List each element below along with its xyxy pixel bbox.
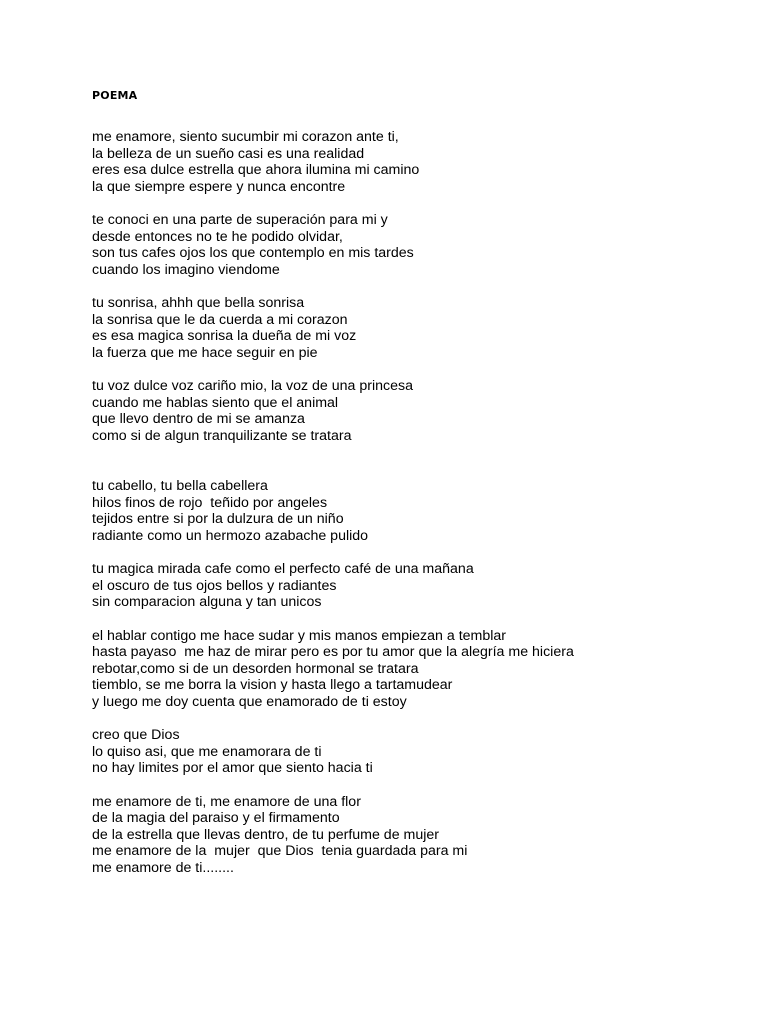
poem-line: que llevo dentro de mi se amanza xyxy=(92,411,305,427)
poem-line: es esa magica sonrisa la dueña de mi voz xyxy=(92,328,357,344)
poem-line: rebotar,como si de un desorden hormonal se tratara xyxy=(92,660,419,677)
poem-line: te conoci en una parte de superación para mi y xyxy=(92,212,388,228)
poem-title: POEMA xyxy=(92,89,138,102)
stanza-3 xyxy=(92,295,732,361)
poem-line: el oscuro de tus ojos bellos y radiantes xyxy=(92,577,337,594)
poem-line: eres esa dulce estrella que ahora ilumina mi camino xyxy=(92,162,420,178)
poem-line: como si de algun tranquilizante se tratara xyxy=(92,427,352,444)
poem-line: tiemblo, se me borra la vision y hasta llego a tartamudear xyxy=(92,677,453,693)
poem-line: de la magia del paraiso y el firmamento xyxy=(92,810,340,826)
poem-line: cuando los imagino viendome xyxy=(92,261,280,278)
stanza-4 xyxy=(92,378,732,444)
poem-line: hasta payaso me haz de mirar pero es por tu amor que la alegría me hiciera xyxy=(92,644,574,660)
poem-line: la fuerza que me hace seguir en pie xyxy=(92,344,318,361)
poem-line: la que siempre espere y nunca encontre xyxy=(92,178,346,195)
poem-line: cuando me hablas siento que el animal xyxy=(92,394,339,411)
poem-line: tejidos entre si por la dulzura de un niño xyxy=(92,511,344,527)
poem-line: radiante como un hermozo azabache pulido xyxy=(92,527,369,544)
poem-line: el hablar contigo me hace sudar y mis manos empiezan a temblar xyxy=(92,627,507,644)
poem-line: creo que Dios xyxy=(92,727,180,743)
poem-line: me enamore, siento sucumbir mi corazon ante ti, xyxy=(92,129,399,145)
poem-line: no hay limites por el amor que siento hacia ti xyxy=(92,760,373,776)
stanza-8 xyxy=(92,727,732,777)
stanza-2 xyxy=(92,212,732,278)
poem-line: me enamore de ti, me enamore de una flor xyxy=(92,793,361,810)
poem-line: me enamore de la mujer que Dios tenia guardada para mi xyxy=(92,843,468,859)
poem-line: hilos finos de rojo teñido por angeles xyxy=(92,494,328,511)
stanza-9 xyxy=(92,794,732,877)
stanza-1 xyxy=(92,129,732,195)
poem-line: de la estrella que llevas dentro, de tu perfume de mujer xyxy=(92,826,440,843)
poem-line: sin comparacion alguna y tan unicos xyxy=(92,594,322,610)
poem-line: tu magica mirada cafe como el perfecto café de una mañana xyxy=(92,561,474,577)
poem-line: y luego me doy cuenta que enamorado de ti estoy xyxy=(92,693,407,710)
poem-line: la sonrisa que le da cuerda a mi corazon xyxy=(92,311,348,328)
stanza-6 xyxy=(92,561,732,611)
stanza-7 xyxy=(92,628,732,711)
poem-line: tu cabello, tu bella cabellera xyxy=(92,478,268,494)
poem-line: tu sonrisa, ahhh que bella sonrisa xyxy=(92,295,305,311)
poem-line: tu voz dulce voz cariño mio, la voz de una princesa xyxy=(92,378,413,394)
poem-line: son tus cafes ojos los que contemplo en mis tardes xyxy=(92,245,414,261)
poem-line: la belleza de un sueño casi es una realidad xyxy=(92,145,365,162)
poem-line: me enamore de ti........ xyxy=(92,859,234,876)
stanza-5 xyxy=(92,478,732,544)
poem-body xyxy=(92,129,732,893)
poem-line: desde entonces no te he podido olvidar, xyxy=(92,228,343,245)
poem-line: lo quiso asi, que me enamorara de ti xyxy=(92,743,322,760)
